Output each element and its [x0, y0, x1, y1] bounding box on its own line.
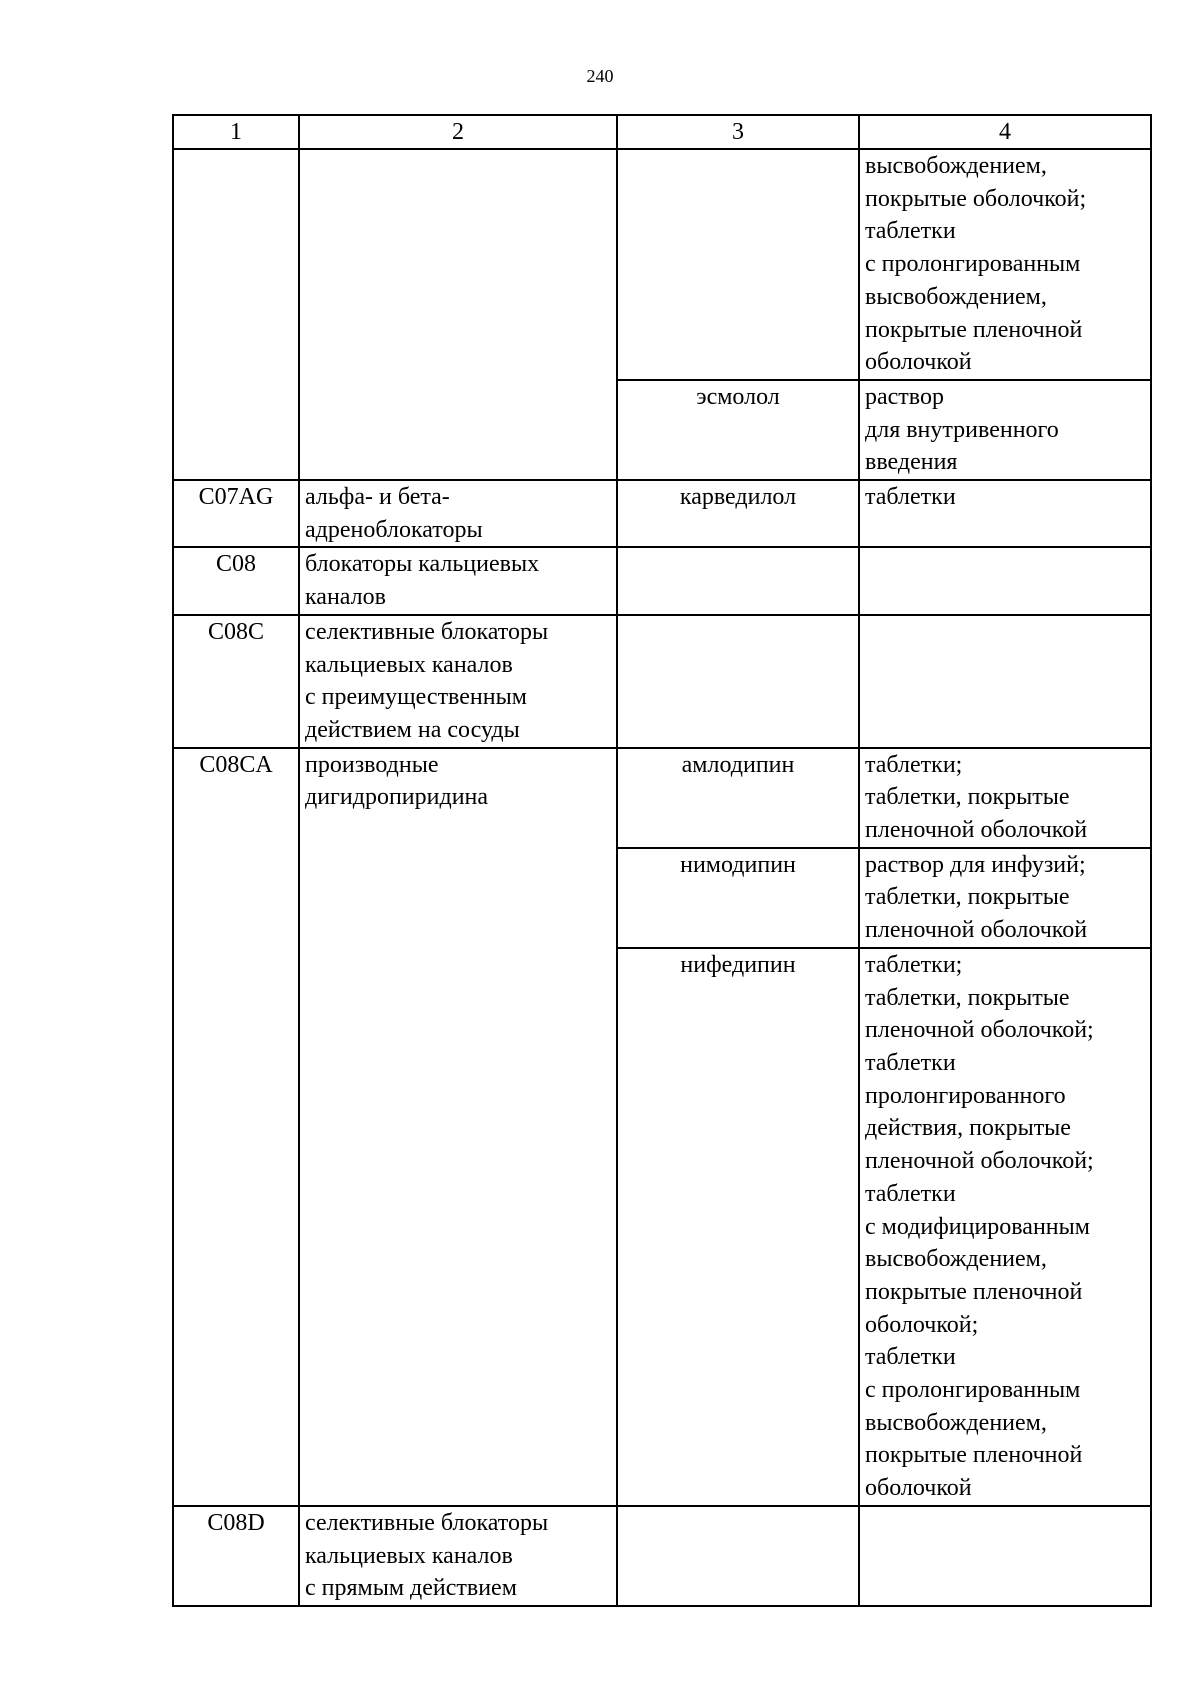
- group-name-line: кальциевых каналов: [305, 651, 513, 678]
- dosage-form-line: пролонгированного: [865, 1082, 1066, 1109]
- group-name-cell: [299, 615, 617, 748]
- group-name-line: с прямым действием: [305, 1575, 517, 1602]
- dosage-form-line: с пролонгированным: [865, 1377, 1081, 1404]
- dosage-form-line: высвобождением,: [865, 1246, 1047, 1273]
- dosage-form-cell: [859, 480, 1151, 547]
- drug-name-cell: нифедипин: [617, 948, 859, 1506]
- drug-table: [172, 114, 1152, 1607]
- atc-code-cell: C08D: [173, 1506, 299, 1606]
- group-name-line: действием на сосуды: [305, 716, 520, 743]
- atc-code-cell: [173, 149, 299, 480]
- drug-name-cell: карведилол: [617, 480, 859, 547]
- group-name-line: селективные блокаторы: [305, 1509, 549, 1536]
- dosage-form-cell: [859, 547, 1151, 614]
- dosage-form-cell: [859, 1506, 1151, 1606]
- dosage-form-line: оболочкой;: [865, 1311, 979, 1338]
- drug-name-cell: [617, 615, 859, 748]
- dosage-form-line: пленочной оболочкой: [865, 917, 1088, 944]
- drug-name-cell: эсмолол: [617, 380, 859, 480]
- dosage-form-line: пленочной оболочкой;: [865, 1148, 1094, 1175]
- group-name-cell: [299, 149, 617, 480]
- dosage-form-line: оболочкой: [865, 1475, 972, 1502]
- dosage-form-line: оболочкой: [865, 349, 972, 376]
- dosage-form-cell: [859, 615, 1151, 748]
- table-row: [173, 149, 1151, 380]
- dosage-form-line: высвобождением,: [865, 1409, 1047, 1436]
- dosage-form-line: введения: [865, 449, 958, 476]
- drug-name-cell: [617, 1506, 859, 1606]
- drug-name-cell: нимодипин: [617, 848, 859, 948]
- dosage-form-line: таблетки: [865, 1344, 956, 1371]
- dosage-form-cell: [859, 948, 1151, 1506]
- group-name-line: дигидропиридина: [305, 784, 489, 811]
- header-col-3: 3: [617, 115, 859, 149]
- group-name-cell: [299, 547, 617, 614]
- dosage-form-line: для внутривенного: [865, 416, 1059, 443]
- dosage-form-line: таблетки: [865, 1049, 956, 1076]
- dosage-form-line: раствор для инфузий;: [865, 851, 1086, 878]
- dosage-form-line: таблетки, покрытые: [865, 984, 1070, 1011]
- dosage-form-line: покрытые пленочной: [865, 316, 1083, 343]
- dosage-form-line: покрытые пленочной: [865, 1442, 1083, 1469]
- dosage-form-line: пленочной оболочкой;: [865, 1017, 1094, 1044]
- group-name-cell: [299, 480, 617, 547]
- drug-name-cell: [617, 149, 859, 380]
- header-col-2: 2: [299, 115, 617, 149]
- dosage-form-line: таблетки, покрытые: [865, 784, 1070, 811]
- dosage-form-cell: [859, 149, 1151, 380]
- group-name-cell: [299, 1506, 617, 1606]
- dosage-form-line: таблетки: [865, 1180, 956, 1207]
- header-col-1: 1: [173, 115, 299, 149]
- atc-code-cell: C08C: [173, 615, 299, 748]
- atc-code-cell: C08: [173, 547, 299, 614]
- page-number: 240: [586, 66, 614, 86]
- dosage-form-line: таблетки;: [865, 751, 963, 778]
- table-row: [173, 480, 1151, 547]
- group-name-line: адреноблокаторы: [305, 516, 483, 543]
- group-name-line: производные: [305, 751, 439, 778]
- group-name-line: с преимущественным: [305, 684, 527, 711]
- table-row: [173, 1506, 1151, 1606]
- group-name-line: селективные блокаторы: [305, 618, 549, 645]
- dosage-form-line: таблетки;: [865, 951, 963, 978]
- group-name-cell: [299, 748, 617, 1506]
- group-name-line: кальциевых каналов: [305, 1542, 513, 1569]
- dosage-form-line: действия, покрытые: [865, 1115, 1071, 1142]
- table-row: [173, 748, 1151, 848]
- atc-code-cell: C08CA: [173, 748, 299, 1506]
- dosage-form-line: пленочной оболочкой: [865, 817, 1088, 844]
- table-header-row: [173, 115, 1151, 149]
- drug-name-cell: амлодипин: [617, 748, 859, 848]
- dosage-form-line: высвобождением,: [865, 283, 1047, 310]
- table-row: [173, 547, 1151, 614]
- table-row: [173, 615, 1151, 748]
- dosage-form-line: раствор: [865, 383, 944, 410]
- dosage-form-line: таблетки: [865, 484, 956, 511]
- dosage-form-cell: [859, 848, 1151, 948]
- dosage-form-line: таблетки, покрытые: [865, 884, 1070, 911]
- dosage-form-cell: [859, 748, 1151, 848]
- dosage-form-line: покрытые пленочной: [865, 1278, 1083, 1305]
- drug-name-cell: [617, 547, 859, 614]
- dosage-form-line: с модифицированным: [865, 1213, 1090, 1240]
- dosage-form-line: таблетки: [865, 218, 956, 245]
- header-col-4: 4: [859, 115, 1151, 149]
- dosage-form-line: с пролонгированным: [865, 251, 1081, 278]
- dosage-form-line: высвобождением,: [865, 153, 1047, 179]
- dosage-form-cell: [859, 380, 1151, 480]
- atc-code-cell: C07AG: [173, 480, 299, 547]
- dosage-form-line: покрытые оболочкой;: [865, 185, 1087, 212]
- group-name-line: альфа- и бета-: [305, 484, 450, 511]
- group-name-line: каналов: [305, 584, 386, 611]
- group-name-line: блокаторы кальциевых: [305, 551, 540, 578]
